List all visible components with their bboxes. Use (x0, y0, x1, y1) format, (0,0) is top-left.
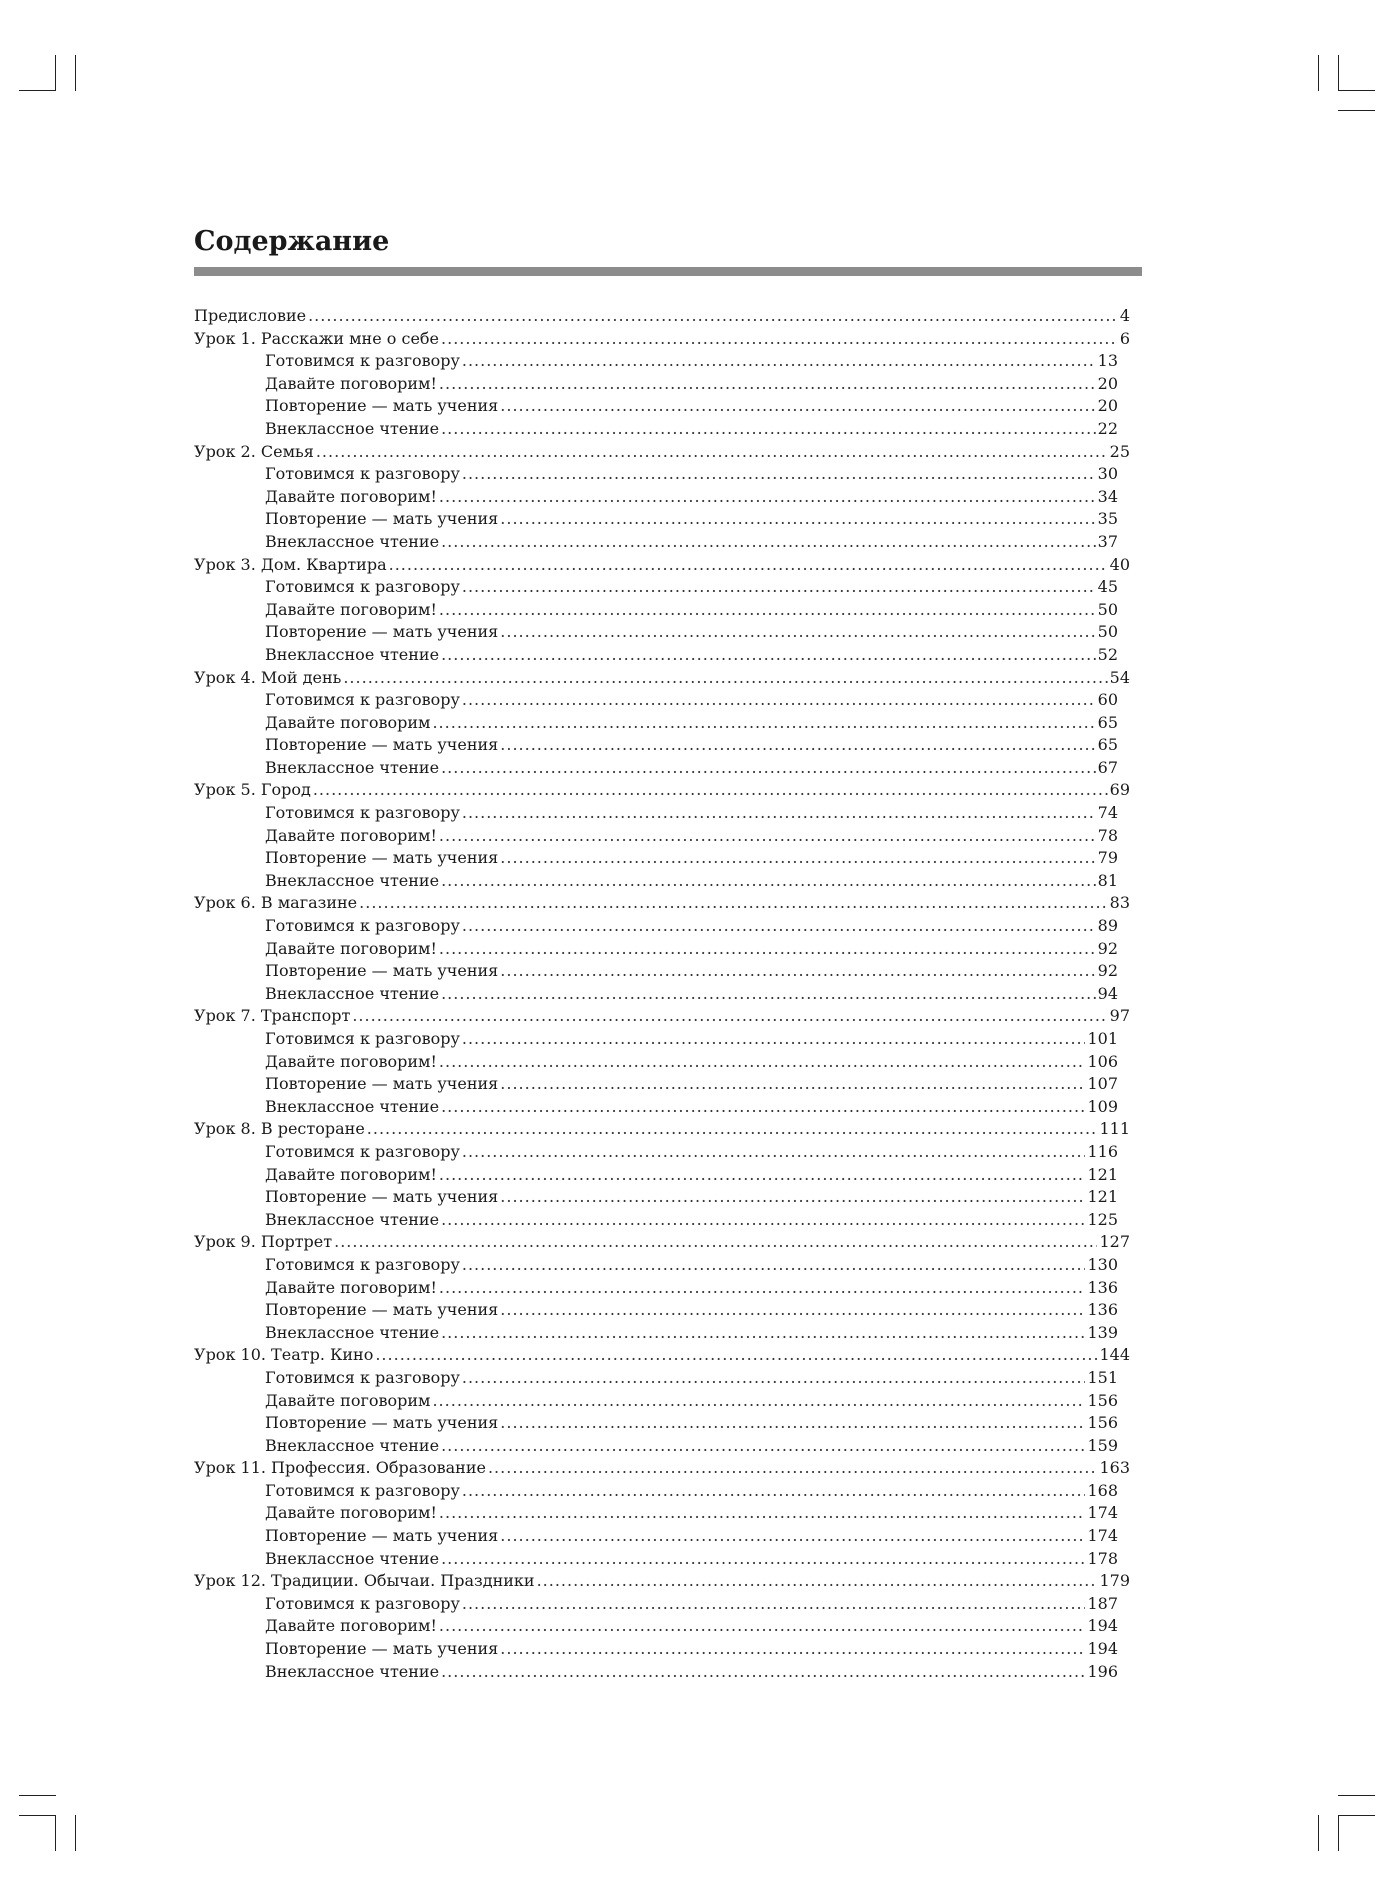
toc-entry[interactable] (194, 441, 1130, 464)
toc-page-number: 159 (1087, 1435, 1118, 1455)
toc-leader-dots (367, 1118, 1098, 1141)
toc-page-number: 139 (1087, 1322, 1118, 1342)
toc-entry-title: Внеклассное чтение (265, 1322, 440, 1342)
toc-leader-dots (462, 689, 1096, 712)
toc-leader-dots (500, 621, 1095, 644)
toc-subentry[interactable] (194, 1502, 1130, 1525)
toc-leader-dots (439, 1051, 1086, 1074)
toc-leader-dots (441, 1209, 1085, 1232)
toc-page-number: 116 (1087, 1141, 1118, 1161)
toc-entry[interactable] (194, 779, 1130, 802)
toc-leader-dots (439, 1164, 1086, 1187)
toc-subentry[interactable] (194, 418, 1130, 441)
toc-entry-title: Внеклассное чтение (265, 531, 440, 551)
toc-entry-title: Давайте поговорим! (265, 1164, 437, 1184)
toc-page-number: 163 (1099, 1458, 1130, 1478)
toc-page-number: 194 (1087, 1639, 1118, 1659)
toc-entry-title: Повторение — мать учения (265, 848, 499, 868)
toc-leader-dots (441, 1096, 1085, 1119)
toc-entry[interactable] (194, 1005, 1130, 1028)
toc-page-number: 35 (1097, 509, 1118, 529)
toc-page-number: 30 (1097, 464, 1118, 484)
toc-leader-dots (462, 576, 1096, 599)
toc-page-number: 89 (1097, 916, 1118, 936)
toc-subentry[interactable] (194, 395, 1130, 418)
toc-page-number: 78 (1097, 825, 1118, 845)
toc-page-number: 20 (1097, 396, 1118, 416)
toc-entry[interactable] (194, 1344, 1130, 1367)
toc-entry-title: Готовимся к разговору (265, 803, 460, 823)
toc-leader-dots (441, 1661, 1085, 1684)
toc-page-number: 121 (1087, 1164, 1118, 1184)
toc-page-number: 194 (1087, 1616, 1118, 1636)
toc-entry-title: Внеклассное чтение (265, 757, 440, 777)
toc-entry[interactable] (194, 892, 1130, 915)
toc-leader-dots (441, 983, 1096, 1006)
toc-subentry[interactable] (194, 373, 1130, 396)
toc-entry-title: Готовимся к разговору (265, 1480, 460, 1500)
toc-page-number: 156 (1087, 1413, 1118, 1433)
toc-page-number: 106 (1087, 1051, 1118, 1071)
toc-leader-dots (439, 938, 1096, 961)
toc-subentry[interactable] (194, 1073, 1130, 1096)
toc-entry-title: Давайте поговорим! (265, 825, 437, 845)
toc-entry-title: Повторение — мать учения (265, 1526, 499, 1546)
toc-subentry[interactable] (194, 576, 1130, 599)
toc-leader-dots (462, 1480, 1086, 1503)
toc-entry-title: Готовимся к разговору (265, 1141, 460, 1161)
toc-entry-title: Давайте поговорим (265, 712, 431, 732)
toc-leader-dots (462, 915, 1096, 938)
toc-entry-title: Урок 12. Традиции. Обычаи. Праздники (194, 1571, 535, 1591)
toc-leader-dots (352, 1005, 1107, 1028)
toc-entry[interactable] (194, 1570, 1130, 1593)
toc-page-number: 97 (1109, 1006, 1130, 1026)
toc-page-number: 50 (1097, 622, 1118, 642)
toc-leader-dots (462, 802, 1096, 825)
toc-leader-dots (441, 418, 1096, 441)
toc-entry-title: Повторение — мать учения (265, 1074, 499, 1094)
toc-page-number: 107 (1087, 1074, 1118, 1094)
toc-page-number: 92 (1097, 938, 1118, 958)
toc-subentry[interactable] (194, 1141, 1130, 1164)
toc-entry[interactable] (194, 1118, 1130, 1141)
toc-leader-dots (439, 486, 1096, 509)
toc-subentry[interactable] (194, 1254, 1130, 1277)
toc-leader-dots (334, 1231, 1097, 1254)
toc-page-number: 125 (1087, 1209, 1118, 1229)
toc-leader-dots (462, 1254, 1086, 1277)
toc-leader-dots (462, 1028, 1086, 1051)
toc-subentry[interactable] (194, 689, 1130, 712)
toc-subentry[interactable] (194, 1435, 1130, 1458)
toc-leader-dots (439, 373, 1096, 396)
toc-subentry[interactable] (194, 1186, 1130, 1209)
toc-leader-dots (441, 531, 1096, 554)
toc-leader-dots (316, 441, 1108, 464)
toc-subentry[interactable] (194, 1638, 1130, 1661)
toc-entry-title: Урок 3. Дом. Квартира (194, 554, 387, 574)
toc-entry[interactable] (194, 305, 1130, 328)
toc-subentry[interactable] (194, 1299, 1130, 1322)
toc-entry-title: Внеклассное чтение (265, 870, 440, 890)
toc-entry-title: Повторение — мать учения (265, 1639, 499, 1659)
toc-entry-title: Внеклассное чтение (265, 1548, 440, 1568)
toc-entry-title: Повторение — мать учения (265, 1187, 499, 1207)
toc-leader-dots (500, 1525, 1085, 1548)
toc-page-number: 83 (1109, 893, 1130, 913)
toc-leader-dots (500, 847, 1095, 870)
toc-entry-title: Повторение — мать учения (265, 1413, 499, 1433)
toc-entry-title: Урок 10. Театр. Кино (194, 1345, 374, 1365)
toc-subentry[interactable] (194, 712, 1130, 735)
toc-page-number: 179 (1099, 1571, 1130, 1591)
toc-page-number: 25 (1109, 441, 1130, 461)
toc-leader-dots (500, 395, 1095, 418)
toc-entry-title: Давайте поговорим! (265, 1051, 437, 1071)
toc-leader-dots (462, 350, 1096, 373)
toc-entry-title: Урок 7. Транспорт (194, 1006, 351, 1026)
toc-page-number: 60 (1097, 690, 1118, 710)
toc-leader-dots (432, 1390, 1085, 1413)
toc-page-number: 121 (1087, 1187, 1118, 1207)
toc-subentry[interactable] (194, 938, 1130, 961)
toc-leader-dots (488, 1457, 1097, 1480)
toc-subentry[interactable] (194, 1661, 1130, 1684)
toc-subentry[interactable] (194, 1593, 1130, 1616)
toc-entry[interactable] (194, 328, 1130, 351)
toc-page-number: 174 (1087, 1526, 1118, 1546)
toc-subentry[interactable] (194, 1322, 1130, 1345)
toc-entry-title: Давайте поговорим (265, 1390, 431, 1410)
toc-leader-dots (439, 599, 1096, 622)
toc-entry-title: Урок 9. Портрет (194, 1232, 333, 1252)
page-title: Содержание (194, 226, 390, 257)
toc-entry-title: Давайте поговорим! (265, 1616, 437, 1636)
toc-page-number: 92 (1097, 961, 1118, 981)
toc-subentry[interactable] (194, 463, 1130, 486)
title-rule (194, 267, 1142, 276)
toc-leader-dots (359, 892, 1107, 915)
toc-leader-dots (441, 757, 1096, 780)
toc-entry-title: Готовимся к разговору (265, 916, 460, 936)
toc-entry-title: Готовимся к разговору (265, 1254, 460, 1274)
toc-subentry[interactable] (194, 870, 1130, 893)
toc-leader-dots (441, 328, 1118, 351)
toc-page-number: 151 (1087, 1367, 1118, 1387)
toc-leader-dots (441, 1548, 1085, 1571)
toc-subentry[interactable] (194, 960, 1130, 983)
toc-subentry[interactable] (194, 1390, 1130, 1413)
toc-page-number: 79 (1097, 848, 1118, 868)
toc-entry-title: Давайте поговорим! (265, 373, 437, 393)
toc-page-number: 130 (1087, 1254, 1118, 1274)
toc-subentry[interactable] (194, 915, 1130, 938)
toc-entry-title: Урок 5. Город (194, 780, 311, 800)
toc-subentry[interactable] (194, 1277, 1130, 1300)
toc-leader-dots (439, 825, 1096, 848)
toc-subentry[interactable] (194, 1051, 1130, 1074)
toc-subentry[interactable] (194, 350, 1130, 373)
toc-entry-title: Внеклассное чтение (265, 644, 440, 664)
toc-entry-title: Готовимся к разговору (265, 577, 460, 597)
toc-entry-title: Повторение — мать учения (265, 961, 499, 981)
toc-leader-dots (441, 1322, 1085, 1345)
toc-leader-dots (500, 1073, 1085, 1096)
toc-entry-title: Готовимся к разговору (265, 690, 460, 710)
toc-page-number: 20 (1097, 373, 1118, 393)
toc-page-number: 94 (1097, 983, 1118, 1003)
toc-page-number: 196 (1087, 1661, 1118, 1681)
toc-page-number: 4 (1119, 306, 1130, 325)
toc-page-number: 65 (1097, 712, 1118, 732)
toc-subentry[interactable] (194, 1615, 1130, 1638)
toc-subentry[interactable] (194, 1096, 1130, 1119)
toc-entry-title: Урок 11. Профессия. Образование (194, 1458, 486, 1478)
toc-page-number: 13 (1097, 351, 1118, 371)
toc-subentry[interactable] (194, 621, 1130, 644)
toc-leader-dots (500, 1412, 1085, 1435)
toc-leader-dots (537, 1570, 1098, 1593)
toc-page-number: 54 (1109, 667, 1130, 687)
toc-page-number: 50 (1097, 599, 1118, 619)
toc-page-number: 81 (1097, 870, 1118, 890)
toc-leader-dots (439, 1502, 1086, 1525)
toc-entry-title: Урок 4. Мой день (194, 667, 342, 687)
toc-page-number: 144 (1099, 1345, 1130, 1365)
toc-subentry[interactable] (194, 1525, 1130, 1548)
toc-leader-dots (500, 1638, 1085, 1661)
toc-page-number: 168 (1087, 1480, 1118, 1500)
toc-page-number: 101 (1087, 1029, 1118, 1048)
toc-entry[interactable] (194, 1231, 1130, 1254)
toc-page-number: 74 (1097, 803, 1118, 823)
toc-subentry[interactable] (194, 1164, 1130, 1187)
toc-entry-title: Урок 6. В магазине (194, 893, 358, 913)
toc-page-number: 109 (1087, 1096, 1118, 1116)
toc-subentry[interactable] (194, 983, 1130, 1006)
toc-entry-title: Давайте поговорим! (265, 486, 437, 506)
toc-subentry[interactable] (194, 508, 1130, 531)
toc-entry-title: Внеклассное чтение (265, 983, 440, 1003)
toc-subentry[interactable] (194, 599, 1130, 622)
toc-leader-dots (441, 644, 1096, 667)
toc-leader-dots (439, 1277, 1086, 1300)
toc-leader-dots (432, 712, 1095, 735)
toc-page-number: 6 (1119, 328, 1130, 348)
toc-page-number: 67 (1097, 757, 1118, 777)
toc-page-number: 136 (1087, 1277, 1118, 1297)
toc-subentry[interactable] (194, 1209, 1130, 1232)
toc-leader-dots (389, 554, 1108, 577)
toc-entry-title: Готовимся к разговору (265, 1029, 460, 1048)
toc-entry-title: Повторение — мать учения (265, 396, 499, 416)
toc-leader-dots (500, 1299, 1085, 1322)
toc-entry-title: Давайте поговорим! (265, 938, 437, 958)
toc-entry-title: Внеклассное чтение (265, 1096, 440, 1116)
toc-entry-title: Давайте поговорим! (265, 1503, 437, 1523)
toc-page-number: 156 (1087, 1390, 1118, 1410)
toc-entry-title: Готовимся к разговору (265, 464, 460, 484)
toc-page-number: 34 (1097, 486, 1118, 506)
toc-leader-dots (462, 463, 1096, 486)
toc-entry-title: Повторение — мать учения (265, 622, 499, 642)
toc-subentry[interactable] (194, 486, 1130, 509)
toc-page-number: 127 (1099, 1232, 1130, 1252)
toc-page-number: 37 (1097, 531, 1118, 551)
toc-leader-dots (500, 960, 1095, 983)
toc-leader-dots (462, 1141, 1086, 1164)
toc-entry-title: Готовимся к разговору (265, 351, 460, 371)
toc-leader-dots (313, 779, 1108, 802)
toc-leader-dots (462, 1593, 1086, 1616)
toc-entry-title: Внеклассное чтение (265, 1661, 440, 1681)
toc-leader-dots (375, 1344, 1097, 1367)
toc-leader-dots (462, 1367, 1086, 1390)
toc-page-number: 174 (1087, 1503, 1118, 1523)
table-of-contents (194, 305, 1130, 1683)
toc-page-number: 178 (1087, 1548, 1118, 1568)
toc-entry-title: Повторение — мать учения (265, 735, 499, 755)
toc-page-number: 136 (1087, 1300, 1118, 1320)
toc-subentry[interactable] (194, 1412, 1130, 1435)
toc-entry-title: Внеклассное чтение (265, 1435, 440, 1455)
toc-leader-dots (500, 508, 1095, 531)
toc-entry-title: Урок 8. В ресторане (194, 1119, 365, 1139)
toc-leader-dots (441, 870, 1096, 893)
toc-page-number: 111 (1099, 1119, 1130, 1139)
toc-page-number: 52 (1097, 644, 1118, 664)
toc-entry-title: Давайте поговорим! (265, 1277, 437, 1297)
toc-page-number: 69 (1109, 780, 1130, 800)
toc-entry-title: Урок 1. Расскажи мне о себе (194, 328, 440, 348)
toc-page-number: 187 (1087, 1593, 1118, 1613)
toc-subentry[interactable] (194, 644, 1130, 667)
toc-leader-dots (308, 305, 1118, 328)
toc-entry[interactable] (194, 554, 1130, 577)
toc-subentry[interactable] (194, 734, 1130, 757)
toc-entry[interactable] (194, 1457, 1130, 1480)
toc-subentry[interactable] (194, 1367, 1130, 1390)
toc-entry-title: Внеклассное чтение (265, 1209, 440, 1229)
toc-subentry[interactable] (194, 825, 1130, 848)
toc-subentry[interactable] (194, 1548, 1130, 1571)
toc-entry[interactable] (194, 667, 1130, 690)
toc-entry-title: Повторение — мать учения (265, 509, 499, 529)
toc-page-number: 65 (1097, 735, 1118, 755)
toc-entry-title: Внеклассное чтение (265, 418, 440, 438)
toc-entry-title: Повторение — мать учения (265, 1300, 499, 1320)
toc-entry-title: Готовимся к разговору (265, 1593, 460, 1613)
toc-leader-dots (343, 667, 1107, 690)
toc-leader-dots (439, 1615, 1086, 1638)
toc-entry-title: Готовимся к разговору (265, 1367, 460, 1387)
toc-entry-title: Давайте поговорим! (265, 599, 437, 619)
toc-subentry[interactable] (194, 802, 1130, 825)
toc-page-number: 40 (1109, 554, 1130, 574)
toc-leader-dots (441, 1435, 1085, 1458)
toc-subentry[interactable] (194, 847, 1130, 870)
toc-subentry[interactable] (194, 1028, 1130, 1051)
toc-subentry[interactable] (194, 1480, 1130, 1503)
toc-page-number: 22 (1097, 418, 1118, 438)
toc-leader-dots (500, 1186, 1085, 1209)
toc-subentry[interactable] (194, 757, 1130, 780)
toc-entry-title: Урок 2. Семья (194, 441, 314, 461)
toc-subentry[interactable] (194, 531, 1130, 554)
toc-page-number: 45 (1097, 577, 1118, 597)
toc-leader-dots (500, 734, 1095, 757)
toc-entry-title: Предисловие (194, 306, 307, 325)
